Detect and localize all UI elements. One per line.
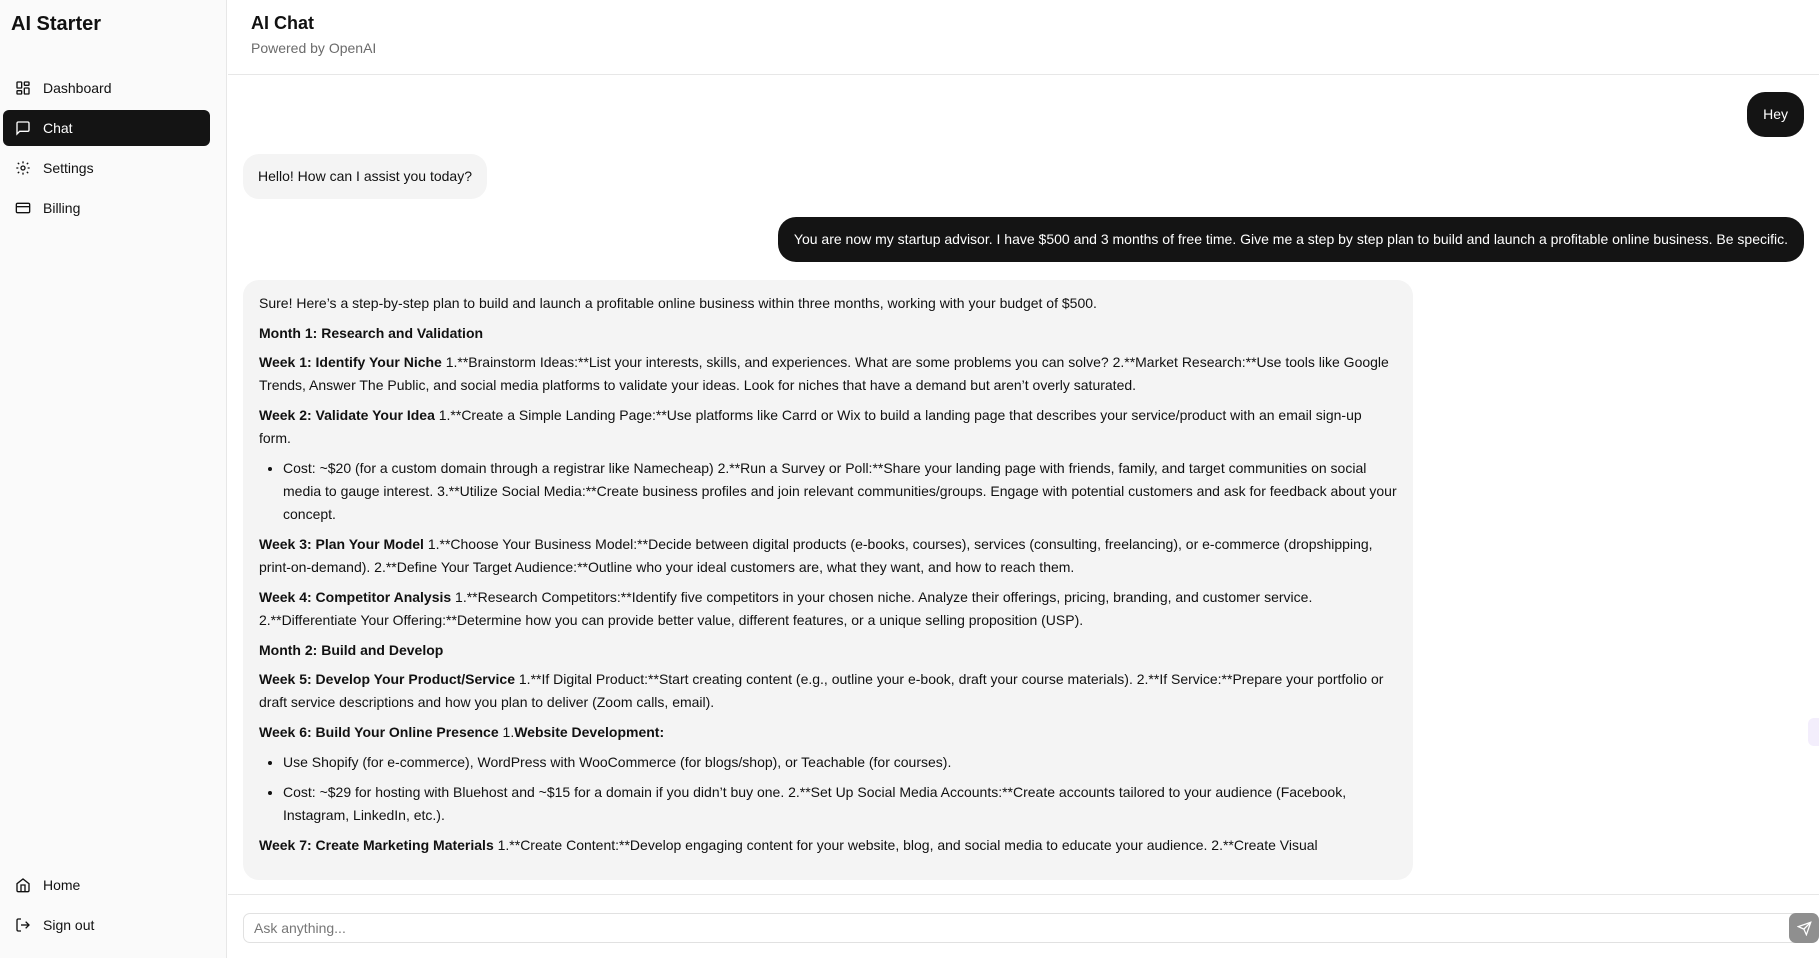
message-paragraph: [259, 721, 1397, 744]
bullet-list: [283, 457, 1397, 526]
week-text: 1.**Brainstorm Ideas:**List your interests, skills, and experiences. What are some problems you can solve? 2.**Market Research:**Use tools like Google Trends, Answer The Public, and social media platforms to validate your ideas. Look for niches that have a demand but aren’t overly saturated.: [259, 354, 1389, 393]
sidebar-item-label: Sign out: [43, 917, 95, 933]
inline-bold: Website Development:: [514, 724, 665, 740]
send-icon: [1797, 921, 1812, 936]
message-paragraph: [259, 834, 1397, 857]
week-title: Week 2: Validate Your Idea: [259, 407, 435, 423]
list-item: • Use Shopify (for e-commerce), WordPress with WooCommerce (for blogs/shop), or Teachable (for courses).: [283, 751, 1397, 774]
message-paragraph: [259, 668, 1397, 714]
user-message: [778, 217, 1804, 262]
week-text: 1.**Research Competitors:**Identify five competitors in your chosen niche. Analyze their offerings, pricing, branding, and customer service. 2.**Differentiate Your Offering:**Determine how you can provide better value, different features, or a unique selling proposition (USP).: [259, 589, 1313, 628]
user-message-bubble: You are now my startup advisor. I have $500 and 3 months of free time. Give me a step by step plan to build and launch a profitable online business. Be specific.: [778, 217, 1804, 262]
assistant-message: [243, 280, 1413, 880]
section-heading: Month 2: Build and Develop: [259, 642, 444, 658]
sidebar-bottom-nav: [3, 867, 210, 947]
section-heading: Month 1: Research and Validation: [259, 325, 484, 341]
credit-card-icon: [15, 200, 31, 216]
gear-icon: [15, 160, 31, 176]
list-item: • Cost: ~$20 (for a custom domain through a registrar like Namecheap) 2.**Run a Survey or Poll:**Share your landing page with friends, family, and target communities on social media to gauge interest. 3.**Utilize Social Media:**Create business profiles and join relevant communities/groups. Engage with potential customers and ask for feedback about your concept.: [283, 457, 1397, 526]
message-paragraph: [259, 351, 1397, 397]
send-button[interactable]: [1789, 913, 1819, 943]
sidebar-item-dashboard[interactable]: [3, 70, 210, 106]
week-title: Week 6: Build Your Online Presence: [259, 724, 499, 740]
week-title: Week 7: Create Marketing Materials: [259, 837, 494, 853]
app-title: AI Starter: [11, 13, 102, 35]
chat-header: [228, 0, 1819, 75]
sidebar-item-home[interactable]: [3, 867, 210, 903]
bullet-list: [283, 751, 1397, 827]
sidebar-item-chat[interactable]: [3, 110, 210, 146]
week-text: 1.**Create Content:**Develop engaging content for your website, blog, and social media to educate your audience. 2.**Create Visual: [493, 837, 1318, 853]
sidebar: [0, 0, 227, 958]
sidebar-item-billing[interactable]: [3, 190, 210, 226]
message-paragraph: [259, 586, 1397, 632]
assistant-message: [243, 154, 487, 199]
sidebar-item-settings[interactable]: [3, 150, 210, 186]
week-text: 1.**If Digital Product:**Start creating content (e.g., outline your e-book, draft your course materials). 2.**If Service:**Prepare your portfolio or draft service descriptions and how you plan to deliver (Zoom calls, email).: [259, 671, 1384, 710]
chat-input[interactable]: [243, 913, 1808, 943]
sidebar-nav: [3, 70, 210, 230]
week-title: Week 3: Plan Your Model: [259, 536, 424, 552]
message-list[interactable]: [228, 76, 1819, 894]
chat-icon: [15, 120, 31, 136]
dashboard-icon: [15, 80, 31, 96]
message-paragraph: Sure! Here’s a step-by-step plan to build and launch a profitable online business within three months, working with your budget of $500.: [259, 295, 1097, 311]
sidebar-item-label: Settings: [43, 160, 94, 176]
week-title: Week 1: Identify Your Niche: [259, 354, 442, 370]
week-text: 1.: [498, 724, 515, 740]
sidebar-item-sign-out[interactable]: [3, 907, 210, 943]
sign-out-icon: [15, 917, 31, 933]
user-message: [1747, 92, 1804, 137]
message-paragraph: [259, 533, 1397, 579]
floating-widget-tab[interactable]: [1808, 718, 1819, 746]
page-subtitle: Powered by OpenAI: [251, 40, 377, 56]
assistant-message-bubble: [243, 280, 1413, 880]
assistant-message-bubble: Hello! How can I assist you today?: [243, 154, 487, 199]
sidebar-item-label: Billing: [43, 200, 81, 216]
user-message-bubble: Hey: [1747, 92, 1804, 137]
chat-input-bar: [228, 894, 1819, 958]
week-text: 1.**Choose Your Business Model:**Decide between digital products (e-books, courses), services (consulting, freelancing), or e-commerce (dropshipping, print-on-demand). 2.**Define Your Target Audience:**Outline who your ideal customers are, what they want, and how to reach them.: [259, 536, 1373, 575]
home-icon: [15, 877, 31, 893]
week-text: 1.**Create a Simple Landing Page:**Use platforms like Carrd or Wix to build a landing page that describes your service/product with an email sign-up form.: [259, 407, 1362, 446]
list-item: • Cost: ~$29 for hosting with Bluehost and ~$15 for a domain if you didn’t buy one. 2.**Set Up Social Media Accounts:**Create accounts tailored to your audience (Facebook, Instagram, LinkedIn, etc.).: [283, 781, 1397, 827]
page-title: AI Chat: [251, 13, 314, 33]
sidebar-item-label: Home: [43, 877, 81, 893]
message-paragraph: [259, 404, 1397, 450]
week-title: Week 4: Competitor Analysis: [259, 589, 452, 605]
week-title: Week 5: Develop Your Product/Service: [259, 671, 515, 687]
sidebar-item-label: Dashboard: [43, 80, 112, 96]
sidebar-item-label: Chat: [43, 120, 73, 136]
